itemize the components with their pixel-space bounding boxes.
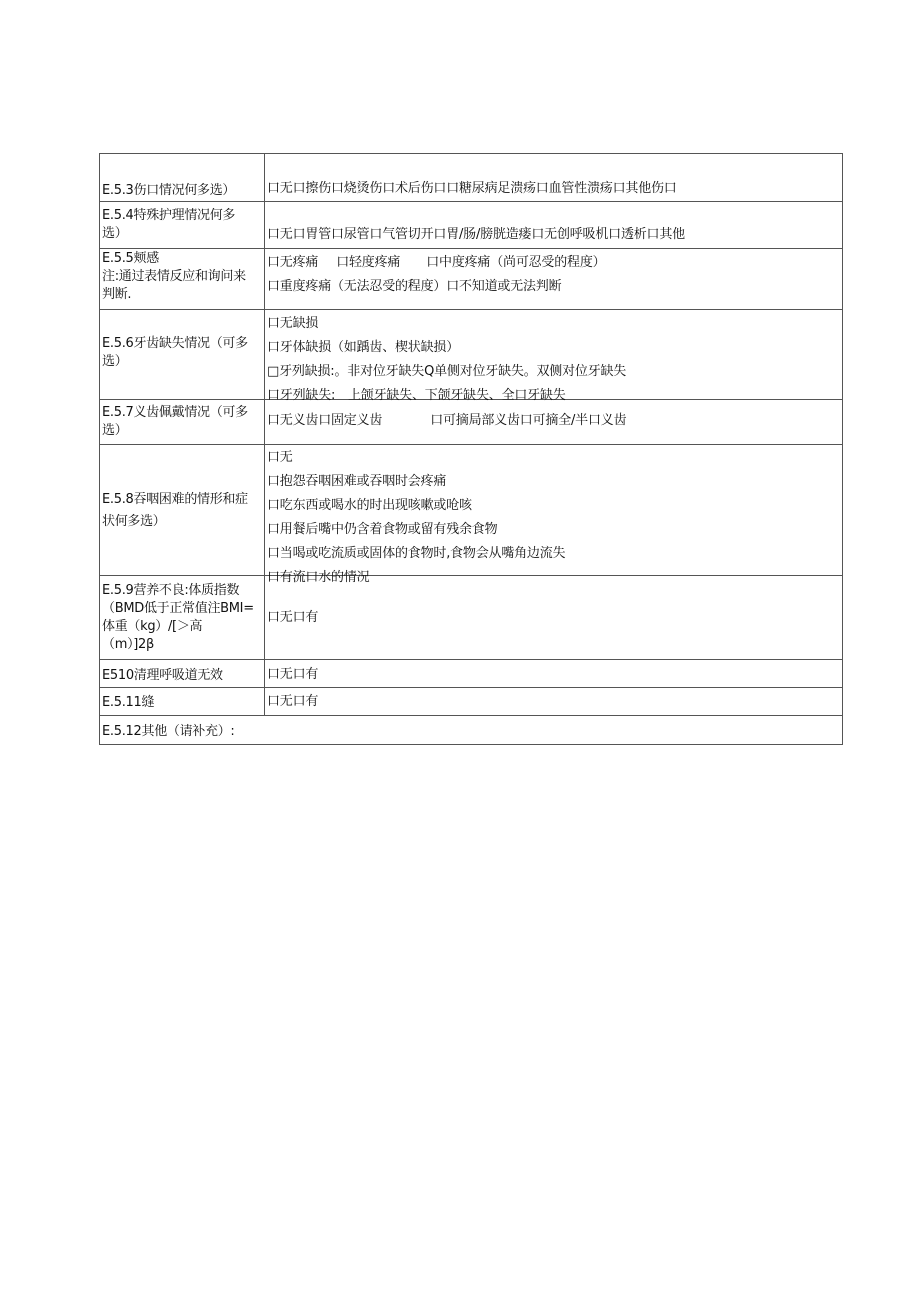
row-options — [265, 202, 843, 249]
row-label-line: E.5.5颊感 — [102, 251, 159, 266]
row-options — [265, 445, 843, 585]
row-label-line: E.5.9营养不良:体质指数 — [102, 583, 240, 598]
row-label-line: 注:通过表情反应和询问来 — [102, 269, 246, 284]
option-dentures-removable[interactable]: 口可摘局部义齿口可摘全/半口义齿 — [430, 413, 627, 428]
option-line[interactable]: 口无缺损 — [267, 316, 319, 331]
row-label-line: 选） — [102, 226, 128, 241]
row-label-line: 选） — [102, 423, 128, 438]
option-line[interactable]: 口吃东西或喝水的时出现咳嗽或呛咳 — [267, 498, 472, 513]
row-label-line: （m）]2β — [102, 637, 155, 652]
row-label — [100, 202, 265, 249]
option-line[interactable]: 口无口有 — [267, 694, 319, 709]
row-label-line: 状何多选） — [102, 514, 166, 529]
option-line — [267, 251, 840, 275]
option-line[interactable]: 口无口擦伤口烧烫伤口术后伤口口糖尿病足溃疡口血管性溃疡口其他伤口 — [267, 181, 677, 196]
row-label-line: E.5.12其他（请补充）: — [102, 724, 235, 739]
option-line[interactable]: 口牙列缺失: 上颌牙缺失、下颌牙缺失、全口牙缺失 — [267, 388, 566, 403]
option-line — [267, 409, 840, 433]
option-line[interactable]: 口重度疼痛（无法忍受的程度）口不知道或无法判断 — [267, 279, 562, 294]
row-label-line: E.5.6牙齿缺失情况（可多 — [102, 336, 248, 351]
table-row — [100, 688, 843, 716]
row-options — [265, 249, 843, 310]
option-line[interactable]: 口有流口水的情况 — [267, 570, 370, 585]
option-line[interactable]: 口无 — [267, 450, 293, 465]
table-row — [100, 202, 843, 249]
row-label-line: E.5.7义齿佩戴情况（可多 — [102, 405, 248, 420]
row-label — [100, 445, 265, 576]
row-label — [100, 688, 265, 716]
row-options — [265, 310, 843, 403]
option-moderate-pain[interactable]: 口中度疼痛（尚可忍受的程度） — [426, 255, 606, 270]
option-line[interactable]: □牙列缺损:。非对位牙缺失Q单侧对位牙缺失。双侧对位牙缺失 — [267, 364, 627, 379]
other-notes-field[interactable] — [100, 716, 843, 745]
row-label-line: 体重（kg）/[＞高 — [102, 619, 203, 634]
row-label — [100, 154, 265, 202]
row-label-line: E.5.3伤口情况何多选） — [102, 183, 236, 198]
row-options — [265, 688, 843, 716]
option-line[interactable]: 口无口有 — [267, 610, 319, 625]
table-row — [100, 660, 843, 688]
row-options — [265, 660, 843, 688]
row-label-line: E.5.8吞咽困难的情形和症 — [102, 492, 248, 507]
row-label-line: E.5.4特殊护理情况何多 — [102, 208, 236, 223]
option-line[interactable]: 口无口有 — [267, 667, 319, 682]
row-options — [265, 154, 843, 202]
table-row — [100, 445, 843, 576]
row-label-line: E.5.11缝 — [102, 695, 155, 710]
row-label — [100, 249, 265, 310]
table-row — [100, 154, 843, 202]
assessment-table — [99, 153, 843, 745]
option-line[interactable]: 口无口胃管口尿管口气管切开口胃/肠/膀胱造瘘口无创呼吸机口透析口其他 — [267, 227, 685, 242]
option-line[interactable]: 口牙体缺损（如踽齿、楔状缺损） — [267, 340, 460, 355]
table-row — [100, 310, 843, 400]
table-row — [100, 716, 843, 745]
option-line[interactable]: 口抱怨吞咽困难或吞咽时会疼痛 — [267, 474, 447, 489]
row-label-line: E510清理呼吸道无效 — [102, 668, 223, 683]
option-mild-pain[interactable]: 口轻度疼痛 — [336, 255, 401, 270]
row-label — [100, 310, 265, 400]
option-line[interactable]: 口用餐后嘴中仍含着食物或留有残余食物 — [267, 522, 498, 537]
row-label — [100, 400, 265, 445]
row-label — [100, 576, 265, 660]
option-line[interactable]: 口当喝或吃流质或固体的食物时,食物会从嘴角边流失 — [267, 546, 566, 561]
table-row — [100, 249, 843, 310]
row-label-line: （BMD低于正常值注BMI= — [102, 601, 254, 616]
option-none-pain[interactable]: 口无疼痛 — [267, 255, 319, 270]
row-label-line: 判断. — [102, 287, 132, 302]
row-label — [100, 660, 265, 688]
option-dentures-fixed[interactable]: 口无义齿口固定义齿 — [267, 413, 383, 428]
row-label-line: 选） — [102, 354, 128, 369]
